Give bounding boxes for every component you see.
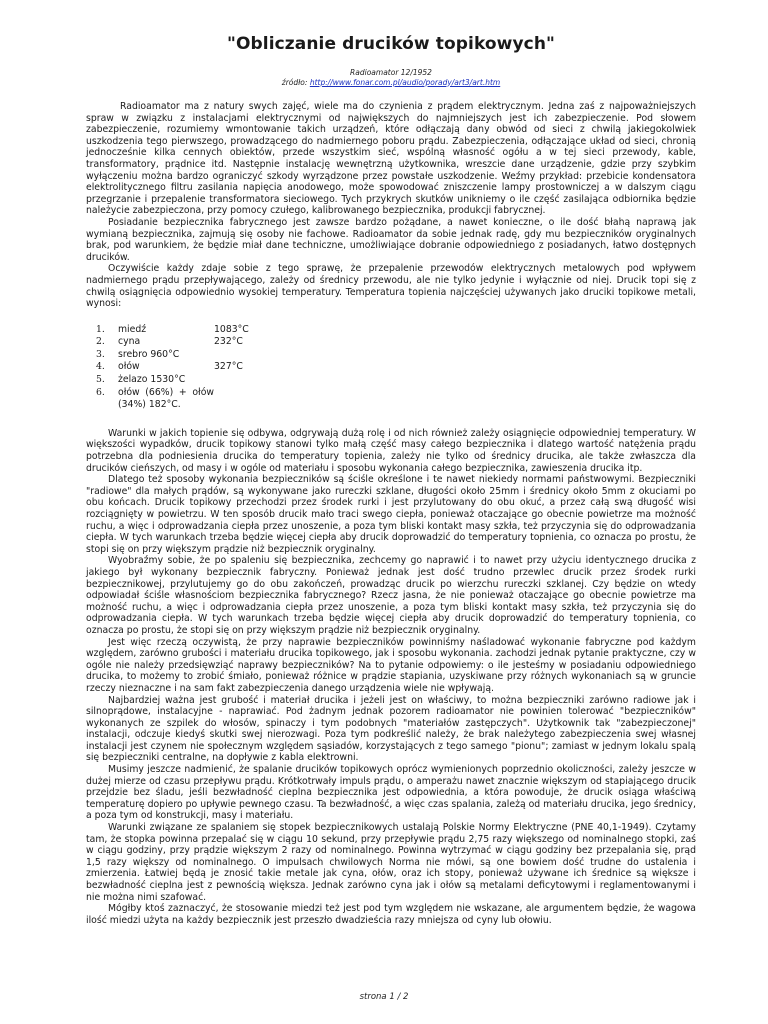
paragraph: Radioamator ma z natury swych zajęć, wiele ma do czynienia z prądem elektrycznym. Jedna zaś z najpoważniejszych spraw w związku z instalacjami elektrycznymi od największych do najmniejszych jest ich zabezpieczenie. Pod słowem zabezpieczenie, rozumiemy wmontowanie takich urządzeń, które odłączają dany obwód od sieci z chwilą jakiegokolwiek uszkodzenia tego pierwszego, prowadzącego do nadmiernego poboru prądu. Zabezpieczenia, odłączające układ od sieci, chronią jednocześnie kilka cennych obiektów, przede wszystkim sieć, wspólną własność ogółu a w tej sieci przewody, kable, transformatory, prądnice itd. Następnie instalację wewnętrzną użytkownika, wreszcie dane urządzenie, gdzie przy szybkim wyłączeniu można bardzo ograniczyć szkody wyrządzone przez powstałe uszkodzenie. Weźmy przykład: przebicie kondensatora elektrolitycznego filtru zasilania napięcia anodowego, może spowodować zniszczenie lampy prostowniczej a w dalszym ciągu przegrzanie i przepalenie transformatora sieciowego. Tych przykrych skutków unikniemy o ile część zasilająca odbiornika będzie należycie zabezpieczona, przy pomocy czułego, kalibrowanego bezpiecznika, produkcji fabrycznej. (86, 101, 696, 217)
document-page (86, 30, 696, 926)
metal-list-item (86, 361, 696, 374)
metal-list-item (86, 336, 696, 349)
metal-temp: 232°C (214, 336, 243, 348)
paragraphs-before-list (86, 101, 696, 310)
document-title: "Obliczanie drucików topikowych" (226, 34, 556, 54)
page-footer: strona 1 / 2 (359, 992, 409, 1002)
metal-name: ołów (66%) + ołów (34%) 182°C. (118, 386, 214, 411)
metal-num: 5. (96, 374, 105, 386)
melting-point-list (86, 324, 696, 412)
source-block (86, 68, 696, 87)
paragraph: Dlatego też sposoby wykonania bezpieczników są ściśle określone i te nawet niekiedy normami państwowymi. Bezpieczniki "radiowe" dla małych prądów, są wykonywane jako rureczki szklane, długości około 25mm i średnicy około 5mm z okuciami po obu końcach. Drucik topikowy przechodzi przez środek rurki i jest przylutowany do obu okuć, a przez całą swą długość wisi rozciągnięty w powietrzu. W ten sposób drucik mało traci swego ciepła, ponieważ otaczające go obecnie powietrze ma możność ruchu, a więc i odprowadzania ciepła przez unoszenie, a poza tym bliski kontakt masy szkła, też przyczynia się do odprowadzania ciepła. W tych warunkach trzeba będzie więcej ciepła aby drucik doprowadzić do temperatury topnienia, co oznacza po prostu, że stopi się on przy większym prądzie niż bezpiecznik oryginalny. (86, 474, 696, 555)
metal-temp (214, 349, 696, 362)
metal-temp (214, 374, 696, 387)
paragraph: Wyobraźmy sobie, że po spaleniu się bezpiecznika, zechcemy go naprawić i to nawet przy użyciu identycznego drucika z jakiego był wykonany bezpiecznik fabryczny. Ponieważ jednak jest dość trudno przewlec drucik przez środek rurki bezpiecznikowej, przylutujemy go do obu zakończeń, prowadząc drucik po wierzchu rureczki szklanej. Czy będzie on wtedy odpowiadał ściśle własnościom bezpiecznika fabrycznego? Rzecz jasna, że nie ponieważ otaczające go obecnie powietrze ma możność ruchu, a więc i odprowadzania ciepła przez unoszenie, a poza tym bliski kontakt masy szkła, też przyczynia się do odprowadzania ciepła. W tych warunkach trzeba będzie więcej ciepła aby drucik doprowadzić do temperatury topnienia, co oznacza po prostu, że stopi się on przy większym prądzie niż bezpiecznik oryginalny. (86, 555, 696, 636)
metal-temp: 327°C (214, 361, 243, 373)
metal-temp: 1083°C (214, 323, 249, 335)
paragraph: Warunki w jakich topienie się odbywa, odgrywają dużą rolę i od nich również zależy osiągnięcie odpowiedniej temperatury. W większości wypadków, drucik topikowy stanowi tylko małą część masy całego bezpiecznika i dlatego wartość natężenia prądu potrzebna dla podniesienia drucika do temperatury topienia, zależy nie tylko od średnicy drucika, ale także zwłaszcza dla drucików cieńszych, od masy i w ogóle od materiału i sposobu wykonania całego bezpiecznika, zawieszenia drucika itp. (86, 427, 696, 474)
source-issue: Radioamator 12/1952 (350, 68, 432, 77)
source-link[interactable]: http://www.fonar.com.pl/audio/porady/art3/art.htm (309, 77, 501, 87)
article-body (86, 101, 696, 926)
source-label: źródło: (281, 77, 310, 87)
metal-list-item (86, 349, 696, 362)
paragraph: Najbardziej ważna jest grubość i materiał drucika i jeżeli jest on właściwy, to można bezpieczniki zarówno radiowe jak i silnoprądowe, instalacyjne - naprawiać. Pod żadnym jednak pozorem radioamator nie powinien tolerować "bezpieczników" wykonanych ze szpilek do włosów, spinaczy i tym podobnych "materiałów zastępczych". Użytkownik tak "zabezpieczonej" instalacji, odczuje kiedyś skutki swej nierozwagi. Poza tym podkreślić należy, że brak należytego zabezpieczenia swej własnej instalacji jest czynem nie społecznym względem sąsiadów, korzystających z tego samego "pionu"; zamiast w jednym lokalu spalą się bezpieczniki centralne, na dopływie z kabla elektrowni. (86, 694, 696, 764)
metal-list-item (86, 387, 696, 412)
paragraph: Oczywiście każdy zdaje sobie z tego sprawę, że przepalenie przewodów elektrycznych metalowych pod wpływem nadmiernego prądu przepływającego, zależy od średnicy przewodu, ale nie tylko jedynie i wyłącznie od niej. Drucik topi się z chwilą osiągnięcia odpowiednio wysokiej temperatury. Temperatura topienia najczęściej używanych jako druciki topikowe metali, wynosi: (86, 263, 696, 310)
metal-num: 3. (96, 348, 105, 360)
metal-name: srebro 960°C (118, 348, 180, 360)
metal-name: żelazo 1530°C (118, 374, 186, 386)
metal-name: miedź (118, 323, 147, 335)
paragraph: Posiadanie bezpiecznika fabrycznego jest zawsze bardzo pożądane, a nawet konieczne, o ile dość błahą naprawą jak wymianą bezpiecznika, zajmują się osoby nie fachowe. Radioamator da sobie jednak radę, gdy mu bezpieczników oryginalnych brak, pod warunkiem, że będzie miał dane techniczne, umożliwiające dobranie odpowiedniego z posiadanych, łatwo dostępnych drucików. (86, 216, 696, 263)
paragraph: Musimy jeszcze nadmienić, że spalanie drucików topikowych oprócz wymienionych poprzednio okoliczności, zależy jeszcze w dużej mierze od czasu przepływu prądu. Krótkotrwały impuls prądu, o amperażu nawet znacznie większym od stapiającego drucik przejdzie bez śladu, jeśli bezwładność cieplna bezpiecznika jest odpowiednia, a która powoduje, że drucik osiąga właściwą temperaturę dopiero po upływie pewnego czasu. Ta bezwładność, a więc czas spalania, zależą od materiału drucika, jego średnicy, a poza tym od konstrukcji, masy i materiału. (86, 764, 696, 822)
source-line (86, 78, 696, 88)
paragraph: Mógłby ktoś zaznaczyć, że stosowanie miedzi też jest pod tym względem nie wskazane, ale argumentem będzie, że wagowa ilość miedzi użyta na każdy bezpiecznik jest przeszło dwadzieścia razy mniejsza od cyny lub ołowiu. (86, 903, 696, 926)
metal-name: cyna (118, 336, 141, 348)
metal-temp (214, 387, 696, 412)
metal-list-item (86, 324, 696, 337)
paragraphs-after-list (86, 428, 696, 927)
metal-num: 1. (96, 323, 105, 335)
metal-num: 6. (96, 386, 105, 398)
metal-list-item (86, 374, 696, 387)
paragraph: Jest więc rzeczą oczywistą, że przy naprawie bezpieczników powinniśmy naśladować wykonanie fabryczne pod każdym względem, zarówno grubości i materiału drucika topikowego, jak i sposobu wykonania. zachodzi jednak pytanie praktyczne, czy w ogóle nie należy przedsięwziąć naprawy bezpieczników? Na to pytanie odpowiemy: o ile jesteśmy w posiadaniu odpowiedniego drucika, to możemy to zrobić śmiało, ponieważ różnice w prądzie stapiania, uzyskiwane przy różnych wykonaniach są w gruncie rzeczy nieznaczne i na sam fakt zabezpieczenia danego urządzenia wiele nie wpływają. (86, 636, 696, 694)
paragraph: Warunki związane ze spalaniem się stopek bezpiecznikowych ustalają Polskie Normy Elektryczne (PNE 40,1-1949). Czytamy tam, że stopka powinna przepalać się w ciągu 10 sekund, przy przepływie prądu 2,75 razy większego od nominalnego stopki, zaś w ciągu godziny, przy prądzie większym 2 razy od nominalnego. Powinna wytrzymać w ciągu godziny bez przepalania się, prąd 1,5 razy większy od nominalnego. O impulsach chwilowych Norma nie mówi, są one bowiem dość trudne do ustalenia i zmierzenia. Łatwiej będą je znosić takie metale jak cyna, ołów, oraz ich stopy, ponieważ używane ich średnice są większe i bezwładność cieplna jest z pewnością większa. Jednak zarówno cyna jak i ołów są metalami deficytowymi i reglamentowanymi i nie można nimi szafować. (86, 822, 696, 903)
metal-name: ołów (118, 361, 140, 373)
metal-num: 4. (96, 361, 105, 373)
metal-num: 2. (96, 336, 105, 348)
